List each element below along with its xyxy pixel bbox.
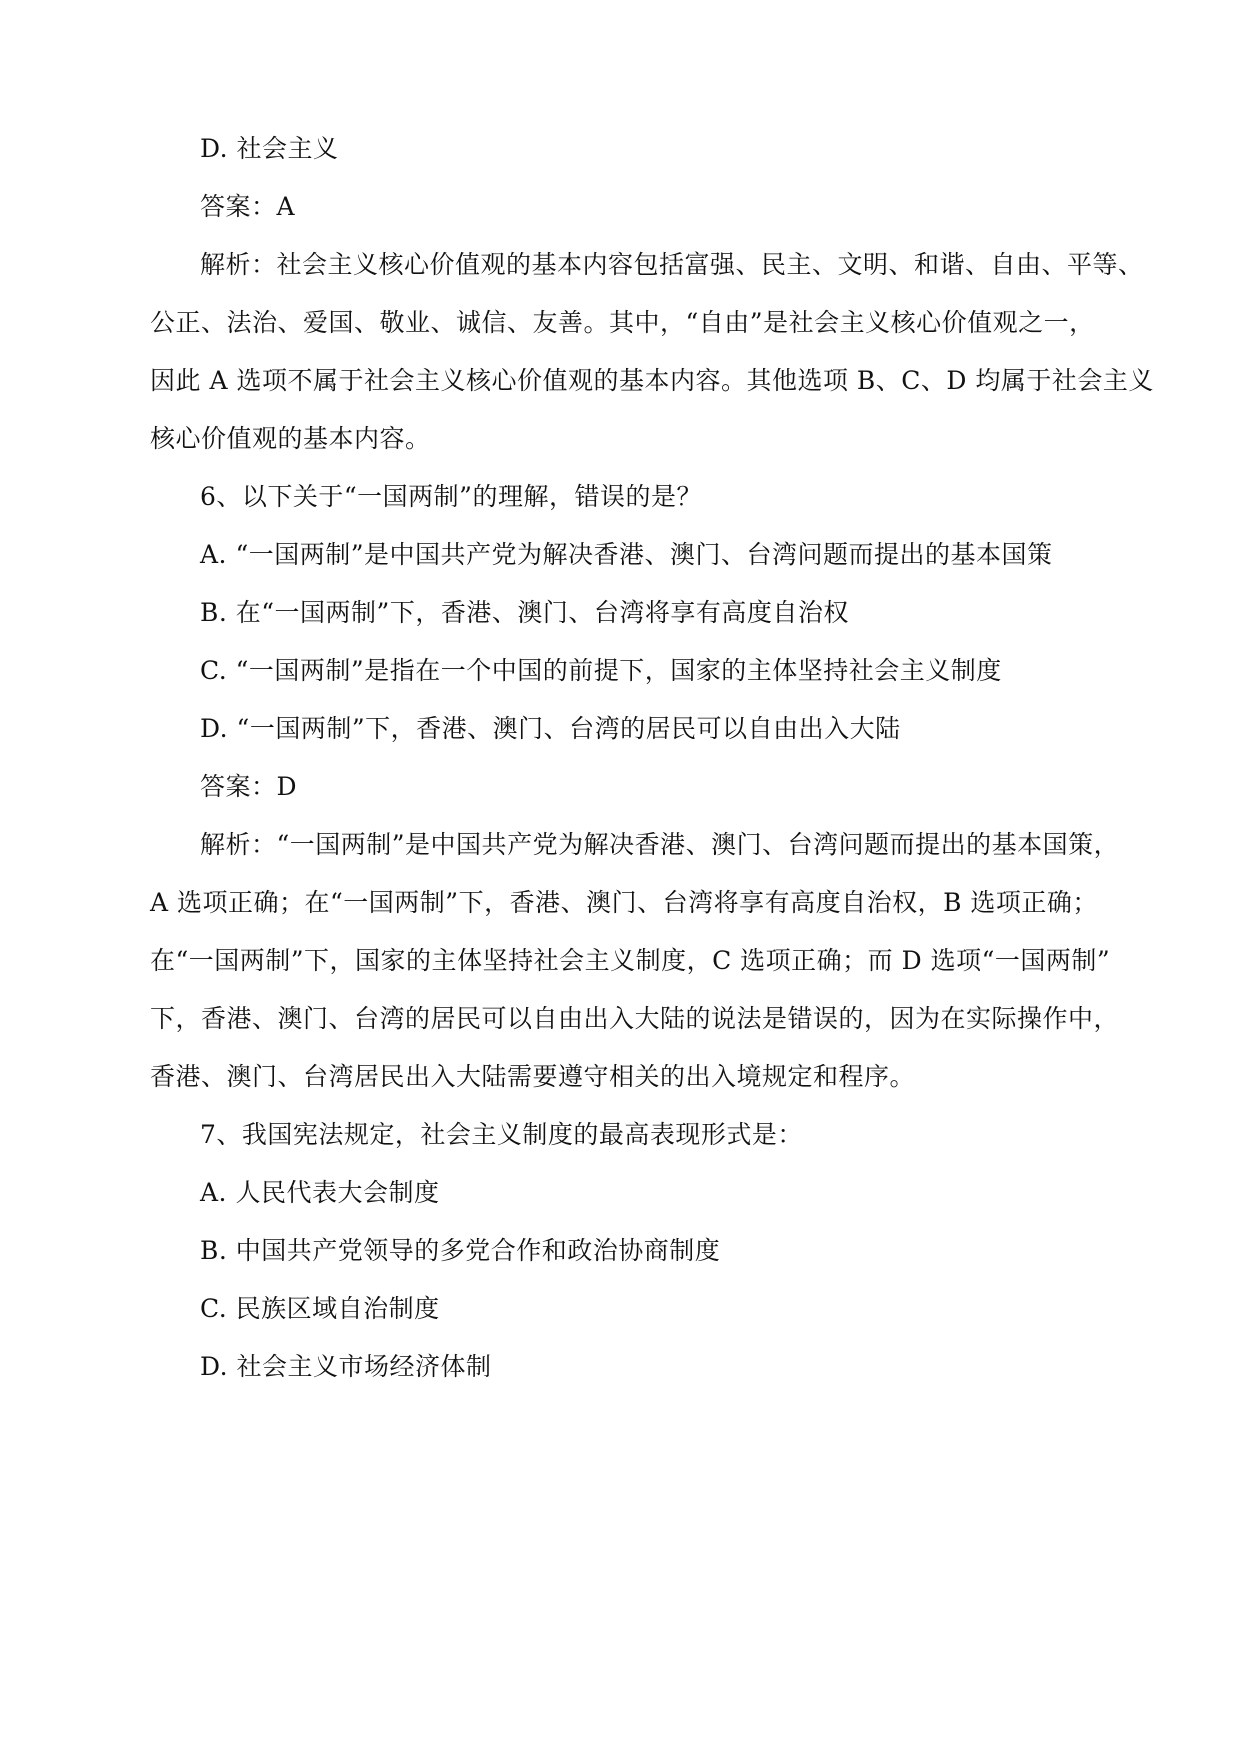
option-d: D. “一国两制”下，香港、澳门、台湾的居民可以自由出入大陆	[200, 714, 901, 743]
analysis-line: 香港、澳门、台湾居民出入大陆需要遵守相关的出入境规定和程序。	[150, 1062, 916, 1091]
option-c: C. “一国两制”是指在一个中国的前提下，国家的主体坚持社会主义制度	[200, 656, 1002, 685]
analysis-line: 下，香港、澳门、台湾的居民可以自由出入大陆的说法是错误的，因为在实际操作中，	[150, 1004, 1120, 1033]
question-6: 6、以下关于“一国两制”的理解，错误的是？	[200, 482, 702, 511]
option-b: B. 中国共产党领导的多党合作和政治协商制度	[200, 1236, 721, 1265]
analysis-line: 公正、法治、爱国、敬业、诚信、友善。其中，“自由”是社会主义核心价值观之一，	[150, 308, 1095, 337]
option-d: D. 社会主义市场经济体制	[200, 1352, 492, 1381]
analysis-line: 在“一国两制”下，国家的主体坚持社会主义制度，C 选项正确；而 D 选项“一国两制”	[150, 946, 1111, 975]
option-c: C. 民族区域自治制度	[200, 1294, 440, 1323]
analysis-line: 解析：社会主义核心价值观的基本内容包括富强、民主、文明、和谐、自由、平等、	[200, 250, 1144, 279]
analysis-line: 因此 A 选项不属于社会主义核心价值观的基本内容。其他选项 B、C、D 均属于社会主义	[150, 366, 1154, 395]
option-a: A. 人民代表大会制度	[200, 1178, 440, 1207]
question-7: 7、我国宪法规定，社会主义制度的最高表现形式是：	[200, 1120, 803, 1149]
option-b: B. 在“一国两制”下，香港、澳门、台湾将享有高度自治权	[200, 598, 849, 627]
analysis-line: 核心价值观的基本内容。	[150, 424, 431, 453]
answer: 答案：D	[200, 772, 298, 801]
answer: 答案：A	[200, 192, 296, 221]
analysis-line: 解析：“一国两制”是中国共产党为解决香港、澳门、台湾问题而提出的基本国策，	[200, 830, 1120, 859]
analysis-line: A 选项正确；在“一国两制”下，香港、澳门、台湾将享有高度自治权，B 选项正确；	[150, 888, 1098, 917]
option-d: D. 社会主义	[200, 134, 339, 163]
option-a: A. “一国两制”是中国共产党为解决香港、澳门、台湾问题而提出的基本国策	[200, 540, 1053, 569]
